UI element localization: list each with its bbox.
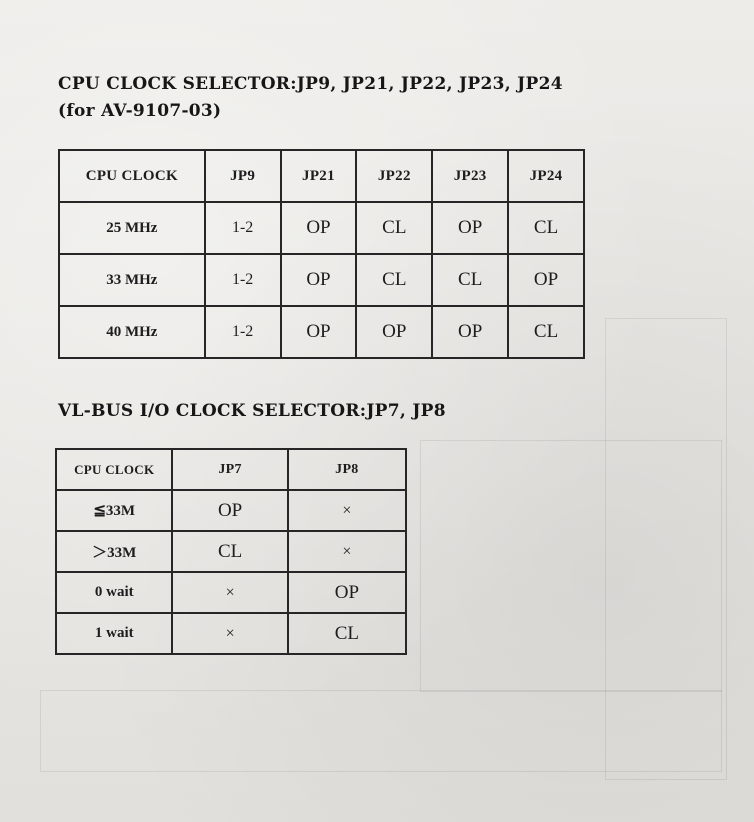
table-cell: CL xyxy=(432,254,508,306)
table-cell: × xyxy=(288,531,406,572)
header-jp7: JP7 xyxy=(172,449,287,490)
table-row xyxy=(56,572,406,613)
table-cell: CL xyxy=(508,306,584,358)
table-cell: × xyxy=(172,613,287,654)
row-label: 40 MHz xyxy=(59,306,205,358)
table-header-row xyxy=(56,449,406,490)
header-cpu-clock: CPU CLOCK xyxy=(59,150,205,202)
table-cell: × xyxy=(288,490,406,531)
row-label: 1 wait xyxy=(56,613,172,654)
header-jp21: JP21 xyxy=(281,150,357,202)
table-cell: OP xyxy=(281,202,357,254)
table-cell: OP xyxy=(356,306,432,358)
table-cell: OP xyxy=(281,254,357,306)
table-cell: CL xyxy=(356,254,432,306)
cpu-clock-selector-title: CPU CLOCK SELECTOR:JP9, JP21, JP22, JP23, JP24 xyxy=(58,74,563,94)
table-cell: OP xyxy=(288,572,406,613)
row-label: ＞33M xyxy=(56,531,172,572)
table-header-row xyxy=(59,150,584,202)
table-cell: CL xyxy=(356,202,432,254)
table-cell: CL xyxy=(508,202,584,254)
table-cell: OP xyxy=(281,306,357,358)
table-cell: CL xyxy=(172,531,287,572)
table-row xyxy=(56,490,406,531)
table-row xyxy=(59,202,584,254)
row-label: 0 wait xyxy=(56,572,172,613)
table-cell: OP xyxy=(172,490,287,531)
table-cell: OP xyxy=(432,202,508,254)
table-row xyxy=(56,613,406,654)
table-cell: × xyxy=(172,572,287,613)
table-row xyxy=(59,254,584,306)
table-cell: OP xyxy=(508,254,584,306)
table-cell: OP xyxy=(432,306,508,358)
header-jp9: JP9 xyxy=(205,150,281,202)
table-cell: 1-2 xyxy=(205,254,281,306)
row-label: 33 MHz xyxy=(59,254,205,306)
table-cell: 1-2 xyxy=(205,306,281,358)
vl-bus-clock-table xyxy=(55,448,407,655)
vl-bus-clock-selector-title: VL-BUS I/O CLOCK SELECTOR:JP7, JP8 xyxy=(58,401,446,421)
bleed-through-box xyxy=(420,440,722,692)
table-row xyxy=(56,531,406,572)
cpu-clock-selector-subtitle: (for AV-9107-03) xyxy=(58,101,222,121)
table-row xyxy=(59,306,584,358)
header-jp23: JP23 xyxy=(432,150,508,202)
row-label: ≦33M xyxy=(56,490,172,531)
header-jp24: JP24 xyxy=(508,150,584,202)
table-cell: CL xyxy=(288,613,406,654)
cpu-clock-table xyxy=(58,149,585,359)
table-cell: 1-2 xyxy=(205,202,281,254)
row-label: 25 MHz xyxy=(59,202,205,254)
header-jp8: JP8 xyxy=(288,449,406,490)
header-cpu-clock: CPU CLOCK xyxy=(56,449,172,490)
header-jp22: JP22 xyxy=(356,150,432,202)
bleed-through-box xyxy=(40,690,722,772)
